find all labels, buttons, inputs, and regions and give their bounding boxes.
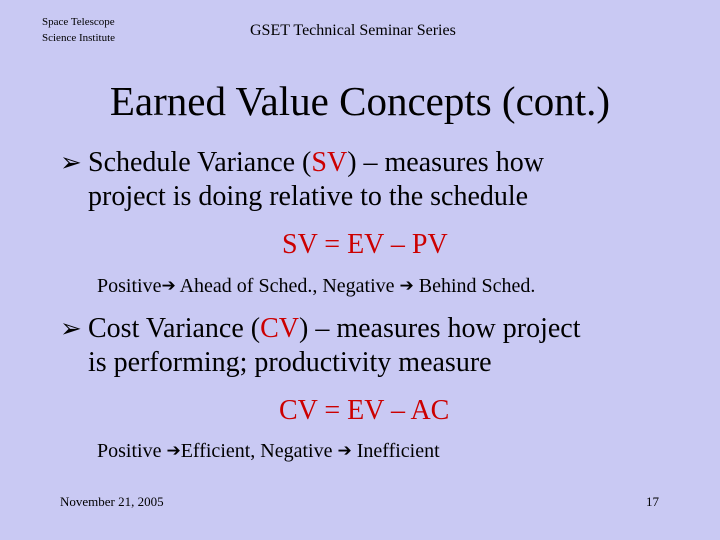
arrowhead-bullet-icon: ➢ — [60, 148, 82, 178]
slide-title: Earned Value Concepts (cont.) — [109, 78, 611, 124]
note-sv: Positive➔ Ahead of Sched., Negative ➔ Behind Sched. — [97, 272, 535, 301]
bullet-schedule-variance — [60, 146, 544, 214]
footer-date: November 21, 2005 — [60, 494, 164, 509]
bullet-line-2: is performing; productivity measure — [88, 347, 492, 378]
abbreviation-cv: CV — [260, 313, 300, 344]
right-arrow-icon: ➔ — [161, 276, 176, 296]
page-number: 17 — [646, 494, 659, 509]
organization-line-2: Science Institute — [42, 32, 116, 44]
bullet-line-1: Cost Variance (CV) – measures how project — [88, 313, 581, 344]
right-arrow-icon: ➔ — [399, 276, 414, 296]
arrowhead-bullet-icon: ➢ — [60, 314, 82, 344]
abbreviation-sv: SV — [311, 147, 348, 178]
note-cv: Positive ➔Efficient, Negative ➔ Inefficient — [97, 437, 440, 466]
formula-sv: SV = EV – PV — [282, 229, 448, 260]
bullet-line-2: project is doing relative to the schedule — [88, 181, 529, 212]
right-arrow-icon: ➔ — [166, 441, 181, 461]
bullet-line-1: Schedule Variance (SV) – measures how — [88, 147, 544, 178]
right-arrow-icon: ➔ — [337, 441, 352, 461]
organization-line-1: Space Telescope — [42, 16, 115, 28]
organization-name — [42, 14, 115, 46]
seminar-series-title: GSET Technical Seminar Series — [250, 22, 456, 39]
formula-cv: CV = EV – AC — [279, 395, 450, 426]
bullet-cost-variance — [60, 312, 580, 380]
